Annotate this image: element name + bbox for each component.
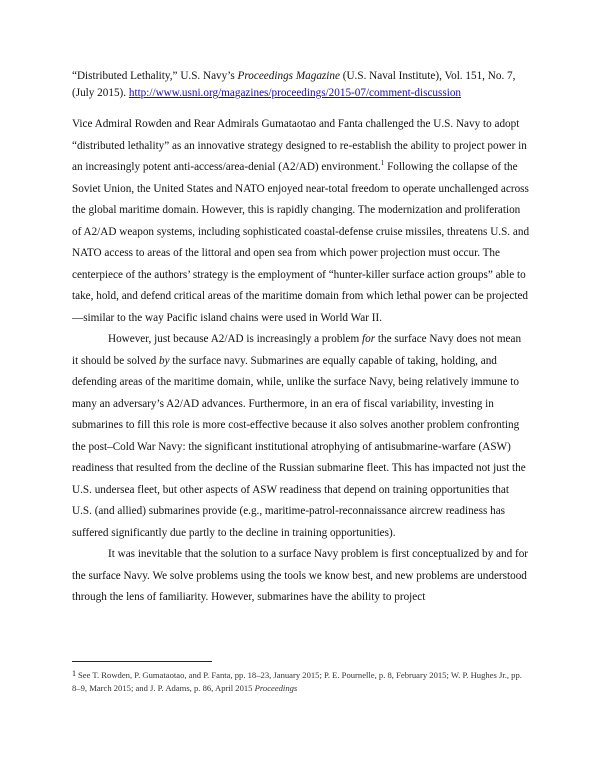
paragraph-2-emphasis-for: for	[362, 333, 376, 345]
citation	[72, 68, 530, 102]
citation-prefix: “Distributed Lethality,” U.S. Navy’s	[72, 70, 238, 82]
footnote-text: See T. Rowden, P. Gumataotao, and P. Fanta, pp. 18–23, January 2015; P. E. Pournelle, p. 8, February 2015; W. P. Hughes Jr., pp. 8–9, March 2015; and J. P. Adams, p. 86, April 2015	[72, 670, 522, 693]
footnote-ref[interactable]: 1	[380, 159, 385, 167]
footnote-number: 1	[72, 669, 76, 678]
paragraph-2-part-2: the surface Navy does not mean it should be solved	[72, 333, 522, 367]
citation-suffix: (U.S. Naval Institute), Vol. 151, No. 7, (July 2015).	[72, 70, 516, 99]
footnote-journal: Proceedings	[254, 683, 298, 693]
paragraph-2-part-1: However, just because A2/AD is increasingly a problem	[108, 333, 363, 345]
paragraph-1-text: Vice Admiral Rowden and Rear Admirals Gumataotao and Fanta challenged the U.S. Navy to adopt “distributed lethality” as an innovative strategy designed to re-establish the ability to project power in an increasingly potent anti-access/area-denial (A2/AD) environment.	[72, 118, 527, 173]
paragraph-2-emphasis-by: by	[159, 354, 170, 367]
citation-link[interactable]: http://www.usni.org/magazines/proceedings/2015-07/comment-discussion	[128, 87, 462, 99]
document-page	[72, 68, 530, 609]
citation-magazine: Proceedings Magazine	[237, 70, 340, 82]
paragraph-2	[72, 329, 530, 544]
paragraph-1-text-after: Following the collapse of the Soviet Union, the United States and NATO enjoyed near-total freedom to operate unchallenged across the global maritime domain. However, this is rapidly changing. The modernization and proliferation of A2/AD weapon systems, including sophisticated coastal-defense cruise missiles, threatens U.S. and NATO access to areas of the littoral and open sea from which power projection must occur. The centerpiece of the authors’ strategy is the employment of “hunter-killer surface action groups” able to take, hold, and defend critical areas of the maritime domain from which lethal power can be projected—similar to the way Pacific island chains were used in World War II.	[72, 161, 530, 324]
paragraph-3-text: It was inevitable that the solution to a surface Navy problem is first conceptualized by and for the surface Navy. We solve problems using the tools we know best, and new problems are understood through the lens of familiarity. However, submarines have the ability to project	[72, 548, 529, 603]
paragraph-2-part-3: the surface navy. Submarines are equally capable of taking, holding, and defending areas of the maritime domain, while, unlike the surface Navy, being relatively immune to many an adversary’s A2/AD advances. Furthermore, in an era of fiscal variability, investing in submarines to fill this role is more cost-effective because it also solves another problem confronting the post–Cold War Navy: the significant institutional atrophying of antisubmarine-warfare (ASW) readiness that resulted from the decline of the Russian submarine fleet. This has impacted not just the U.S. undersea fleet, but other aspects of ASW readiness that depend on training opportunities that U.S. (and allied) submarines provide (e.g., maritime-patrol-reconnaissance aircrew readiness has suffered significantly due partly to the decline in training opportunities).	[72, 354, 526, 539]
footnote	[72, 669, 530, 695]
paragraph-1	[72, 114, 530, 329]
paragraph-3	[72, 544, 530, 609]
footnote-divider	[72, 661, 212, 662]
